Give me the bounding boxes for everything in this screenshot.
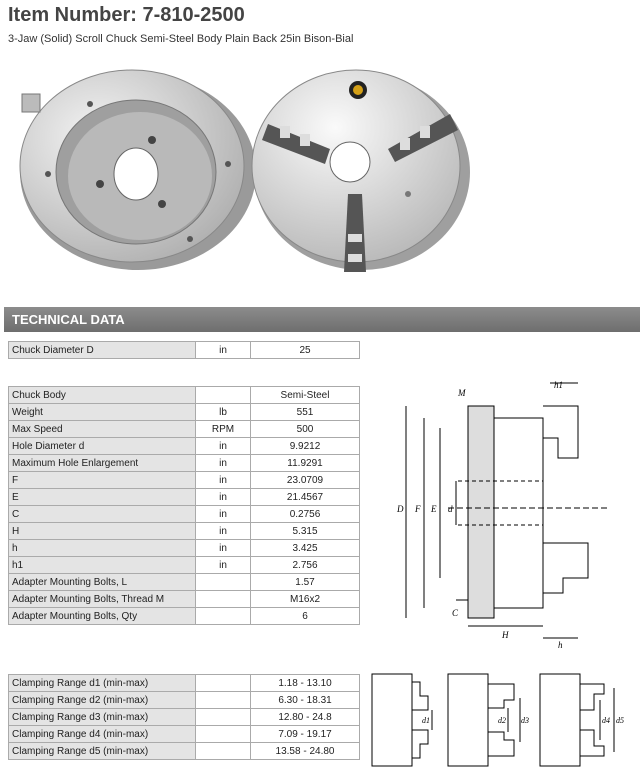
clamping-range-drawing bbox=[368, 668, 630, 772]
clamp-label-d3: d3 bbox=[521, 716, 529, 725]
dim-label-f: F bbox=[415, 504, 421, 514]
diameter-table bbox=[8, 341, 360, 359]
dim-label-m: M bbox=[458, 388, 466, 398]
cell-unit bbox=[196, 387, 251, 404]
clamp-label-d5: d5 bbox=[616, 716, 624, 725]
cell-value: Semi-Steel bbox=[251, 387, 360, 404]
item-subtitle: 3-Jaw (Solid) Scroll Chuck Semi-Steel Body Plain Back 25in Bison-Bial bbox=[8, 33, 354, 45]
cell-label: Adapter Mounting Bolts, Qty bbox=[9, 608, 196, 625]
cell-value: 3.425 bbox=[251, 540, 360, 557]
table-row bbox=[9, 523, 360, 540]
cell-unit: in bbox=[196, 557, 251, 574]
cell-unit: in bbox=[196, 506, 251, 523]
cell-label: Chuck Body bbox=[9, 387, 196, 404]
cell-label: Maximum Hole Enlargement bbox=[9, 455, 196, 472]
table-row bbox=[9, 557, 360, 574]
cell-value: 1.18 - 13.10 bbox=[251, 675, 360, 692]
dim-label-e: E bbox=[431, 504, 437, 514]
cell-value: M16x2 bbox=[251, 591, 360, 608]
cell-label: Adapter Mounting Bolts, Thread M bbox=[9, 591, 196, 608]
cell-value: 551 bbox=[251, 404, 360, 421]
cell-label: Max Speed bbox=[9, 421, 196, 438]
cell-value: 12.80 - 24.8 bbox=[251, 709, 360, 726]
cell-unit: RPM bbox=[196, 421, 251, 438]
dim-label-h-lower: h bbox=[558, 640, 563, 648]
cell-unit: in bbox=[196, 342, 251, 359]
cell-value: 11.9291 bbox=[251, 455, 360, 472]
cell-value: 0.2756 bbox=[251, 506, 360, 523]
cell-unit bbox=[196, 709, 251, 726]
cell-value: 13.58 - 24.80 bbox=[251, 743, 360, 760]
cell-label: E bbox=[9, 489, 196, 506]
cell-label: Clamping Range d4 (min-max) bbox=[9, 726, 196, 743]
cell-label: Clamping Range d3 (min-max) bbox=[9, 709, 196, 726]
cell-label: h1 bbox=[9, 557, 196, 574]
cell-unit: in bbox=[196, 540, 251, 557]
table-row bbox=[9, 387, 360, 404]
table-row bbox=[9, 404, 360, 421]
cell-unit: in bbox=[196, 523, 251, 540]
cell-value: 2.756 bbox=[251, 557, 360, 574]
table-row bbox=[9, 743, 360, 760]
dim-label-h-upper: H bbox=[502, 630, 509, 640]
specs-table bbox=[8, 386, 360, 625]
table-row bbox=[9, 591, 360, 608]
cell-unit bbox=[196, 726, 251, 743]
table-row bbox=[9, 608, 360, 625]
cell-value: 9.9212 bbox=[251, 438, 360, 455]
cell-label: h bbox=[9, 540, 196, 557]
dim-label-h1: h1 bbox=[554, 380, 563, 390]
cell-unit bbox=[196, 692, 251, 709]
cell-label: F bbox=[9, 472, 196, 489]
cell-unit: in bbox=[196, 438, 251, 455]
cell-value: 6.30 - 18.31 bbox=[251, 692, 360, 709]
cell-label: Weight bbox=[9, 404, 196, 421]
cell-label: Hole Diameter d bbox=[9, 438, 196, 455]
table-row bbox=[9, 472, 360, 489]
cell-label: Chuck Diameter D bbox=[9, 342, 196, 359]
table-row bbox=[9, 692, 360, 709]
cell-value: 6 bbox=[251, 608, 360, 625]
table-row bbox=[9, 540, 360, 557]
cell-label: Clamping Range d2 (min-max) bbox=[9, 692, 196, 709]
cell-unit: in bbox=[196, 455, 251, 472]
table-row bbox=[9, 455, 360, 472]
cell-label: Clamping Range d5 (min-max) bbox=[9, 743, 196, 760]
cell-unit bbox=[196, 675, 251, 692]
clamp-label-d2: d2 bbox=[498, 716, 506, 725]
cell-value: 23.0709 bbox=[251, 472, 360, 489]
cell-unit bbox=[196, 743, 251, 760]
dim-label-d-hole: d bbox=[448, 504, 453, 514]
dim-label-c: C bbox=[452, 608, 459, 618]
table-row bbox=[9, 709, 360, 726]
table-row bbox=[9, 726, 360, 743]
cell-label: H bbox=[9, 523, 196, 540]
cell-value: 21.4567 bbox=[251, 489, 360, 506]
cell-unit: in bbox=[196, 472, 251, 489]
cell-value: 5.315 bbox=[251, 523, 360, 540]
cell-unit: lb bbox=[196, 404, 251, 421]
product-photos bbox=[0, 54, 470, 284]
cell-unit: in bbox=[196, 489, 251, 506]
clamp-label-d1: d1 bbox=[422, 716, 430, 725]
cell-unit bbox=[196, 574, 251, 591]
section-title: TECHNICAL DATA bbox=[12, 312, 125, 327]
cell-unit bbox=[196, 608, 251, 625]
cell-value: 7.09 - 19.17 bbox=[251, 726, 360, 743]
clamping-table bbox=[8, 674, 360, 760]
table-row bbox=[9, 675, 360, 692]
table-row bbox=[9, 421, 360, 438]
chuck-dimension-drawing bbox=[368, 378, 628, 648]
cell-value: 1.57 bbox=[251, 574, 360, 591]
cell-value: 500 bbox=[251, 421, 360, 438]
technical-data-header bbox=[4, 307, 640, 332]
cell-label: Clamping Range d1 (min-max) bbox=[9, 675, 196, 692]
cell-unit bbox=[196, 591, 251, 608]
clamp-label-d4: d4 bbox=[602, 716, 610, 725]
dim-label-d-outer: D bbox=[397, 504, 404, 514]
table-row bbox=[9, 342, 360, 359]
table-row bbox=[9, 438, 360, 455]
cell-value: 25 bbox=[251, 342, 360, 359]
table-row bbox=[9, 489, 360, 506]
chuck-back-photo bbox=[20, 70, 256, 270]
item-title: Item Number: 7-810-2500 bbox=[8, 4, 245, 26]
table-row bbox=[9, 506, 360, 523]
chuck-front-photo bbox=[252, 70, 470, 272]
table-row bbox=[9, 574, 360, 591]
cell-label: Adapter Mounting Bolts, L bbox=[9, 574, 196, 591]
cell-label: C bbox=[9, 506, 196, 523]
